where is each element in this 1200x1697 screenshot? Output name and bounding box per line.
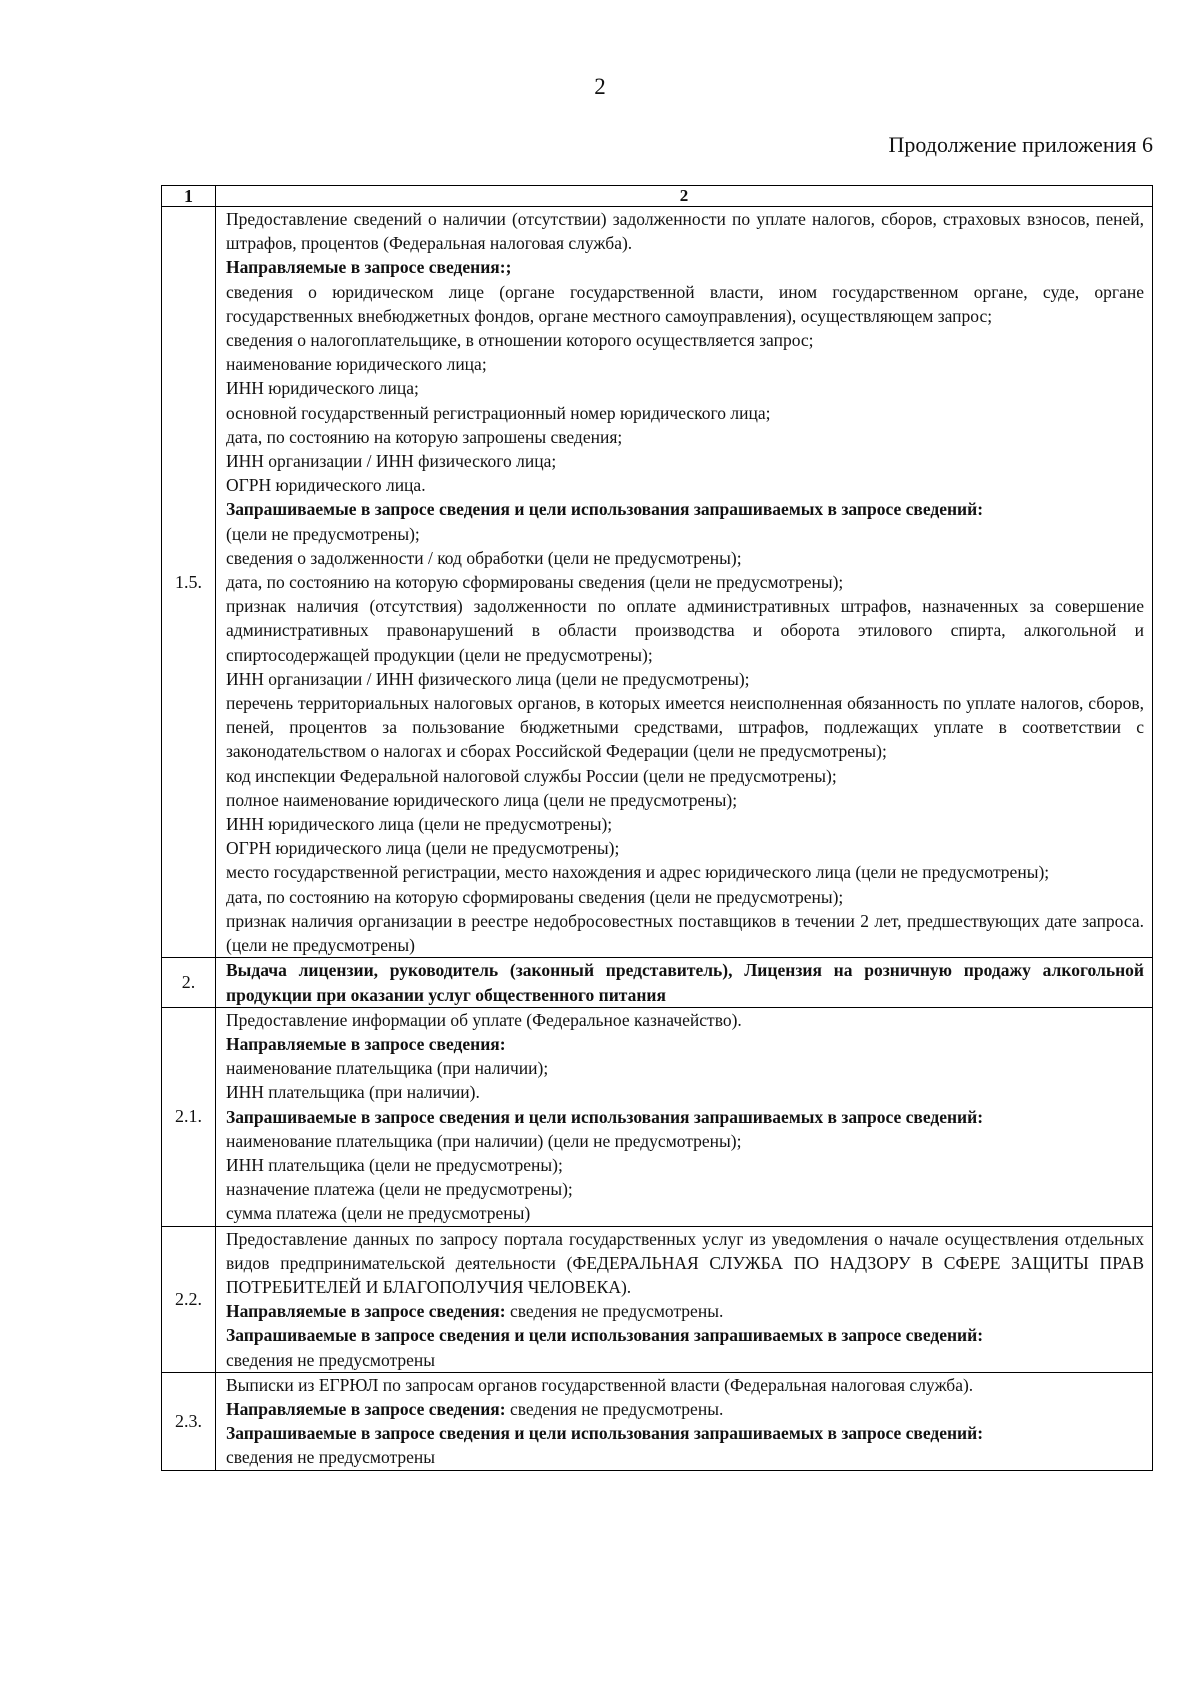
row-number: 2.3. [162, 1372, 216, 1470]
content-line: сведения о налогоплательщике, в отношении которого осуществляется запрос; [226, 330, 814, 351]
page-number: 2 [594, 74, 606, 99]
row-number: 2. [162, 958, 216, 1007]
table-row [162, 1226, 1153, 1372]
content-line: (цели не предусмотрены); [226, 523, 420, 544]
section-heading: Выдача лицензии, руководитель (законный представитель), Лицензия на розничную продажу алкогольной продукции при оказании услуг общественного питания [226, 960, 1144, 1005]
content-line: основной государственный регистрационный номер юридического лица; [226, 402, 771, 423]
section-heading: Запрашиваемые в запросе сведения и цели использования запрашиваемых в запросе сведений: [226, 1106, 984, 1127]
content-line: Направляемые в запросе сведения: сведения не предусмотрены. [226, 1301, 724, 1322]
content-line: ИНН плательщика (при наличии). [226, 1082, 480, 1103]
row-content [216, 207, 1153, 958]
content-line: дата, по состоянию на которую запрошены сведения; [226, 426, 623, 447]
inline-label: Направляемые в запросе сведения: [226, 1398, 506, 1419]
content-line: перечень территориальных налоговых органов, в которых имеется неисполненная обязанность по уплате налогов, сборов, пеней, процентов за пользование бюджетными средствами, штрафов, подлежащих уплате в соответствии с законодательством о налогах и сборах Российской Федерации (цели не предусмотрены); [226, 693, 1144, 762]
content-line: дата, по состоянию на которую сформированы сведения (цели не предусмотрены); [226, 572, 844, 593]
content-line: полное наименование юридического лица (цели не предусмотрены); [226, 789, 738, 810]
content-line: назначение платежа (цели не предусмотрены); [226, 1179, 573, 1200]
row-number: 2.2. [162, 1226, 216, 1372]
content-line: Направляемые в запросе сведения: сведения не предусмотрены. [226, 1398, 724, 1419]
requirements-table [161, 185, 1153, 1471]
content-line: ИНН организации / ИНН физического лица; [226, 451, 557, 472]
content-line: ОГРН юридического лица (цели не предусмотрены); [226, 838, 620, 859]
content-line: код инспекции Федеральной налоговой службы России (цели не предусмотрены); [226, 765, 837, 786]
column-header-number: 1 [162, 186, 216, 207]
row-content [216, 1372, 1153, 1470]
section-heading: Запрашиваемые в запросе сведения и цели использования запрашиваемых в запросе сведений: [226, 1325, 984, 1346]
content-line: дата, по состоянию на которую сформированы сведения (цели не предусмотрены); [226, 886, 844, 907]
table-row [162, 1007, 1153, 1226]
table-row [162, 207, 1153, 958]
row-content [216, 958, 1153, 1007]
content-line: место государственной регистрации, место нахождения и адрес юридического лица (цели не предусмотрены); [226, 862, 1050, 883]
section-heading: Направляемые в запросе сведения:; [226, 257, 512, 278]
content-line: ИНН юридического лица (цели не предусмотрены); [226, 814, 613, 835]
content-line: сведения не предусмотрены [226, 1447, 435, 1468]
content-line: наименование плательщика (при наличии); [226, 1058, 549, 1079]
content-line: ИНН организации / ИНН физического лица (цели не предусмотрены); [226, 668, 750, 689]
content-line: ИНН юридического лица; [226, 378, 419, 399]
content-line: ИНН плательщика (цели не предусмотрены); [226, 1154, 563, 1175]
section-heading: Запрашиваемые в запросе сведения и цели использования запрашиваемых в запросе сведений: [226, 1423, 984, 1444]
content-line: сведения не предусмотрены [226, 1349, 435, 1370]
content-line: Выписки из ЕГРЮЛ по запросам органов государственной власти (Федеральная налоговая служба). [226, 1374, 974, 1395]
table-row [162, 958, 1153, 1007]
content-line: Предоставление информации об уплате (Федеральное казначейство). [226, 1009, 742, 1030]
table-row [162, 1372, 1153, 1470]
section-heading: Запрашиваемые в запросе сведения и цели использования запрашиваемых в запросе сведений: [226, 499, 984, 520]
row-number: 1.5. [162, 207, 216, 958]
column-header-content: 2 [216, 186, 1153, 207]
content-line: наименование юридического лица; [226, 354, 487, 375]
appendix-title: Продолжение приложения 6 [888, 132, 1153, 157]
content-line: наименование плательщика (при наличии) (цели не предусмотрены); [226, 1130, 742, 1151]
row-number: 2.1. [162, 1007, 216, 1226]
table-header-row [162, 186, 1153, 207]
content-line: сведения о задолженности / код обработки (цели не предусмотрены); [226, 547, 742, 568]
section-heading: Направляемые в запросе сведения: [226, 1033, 506, 1054]
inline-label: Направляемые в запросе сведения: [226, 1301, 506, 1322]
content-line: Предоставление сведений о наличии (отсутствии) задолженности по уплате налогов, сборов, страховых взносов, пеней, штрафов, процентов (Федеральная налоговая служба). [226, 209, 1144, 254]
content-line: признак наличия организации в реестре недобросовестных поставщиков в течении 2 лет, предшествующих дате запроса. (цели не предусмотрены) [226, 910, 1144, 956]
content-line: ОГРН юридического лица. [226, 475, 426, 496]
row-content [216, 1226, 1153, 1372]
row-content [216, 1007, 1153, 1226]
content-line: признак наличия (отсутствия) задолженности по оплате административных штрафов, назначенных за совершение административных правонарушений в области производства и оборота этилового спирта, алкогольной и спиртосодержащей продукции (цели не предусмотрены); [226, 596, 1144, 665]
content-line: Предоставление данных по запросу портала государственных услуг из уведомления о начале осуществления отдельных видов предпринимательской деятельности (ФЕДЕРАЛЬНАЯ СЛУЖБА ПО НАДЗОРУ В СФЕРЕ ЗАЩИТЫ ПРАВ ПОТРЕБИТЕЛЕЙ И БЛАГОПОЛУЧИЯ ЧЕЛОВЕКА). [226, 1228, 1144, 1297]
content-line: сумма платежа (цели не предусмотрены) [226, 1203, 531, 1224]
content-line: сведения о юридическом лице (органе государственной власти, ином государственном органе, суде, органе государственных внебюджетных фондов, органе местного самоуправления), осуществляющем запрос; [226, 281, 1144, 326]
